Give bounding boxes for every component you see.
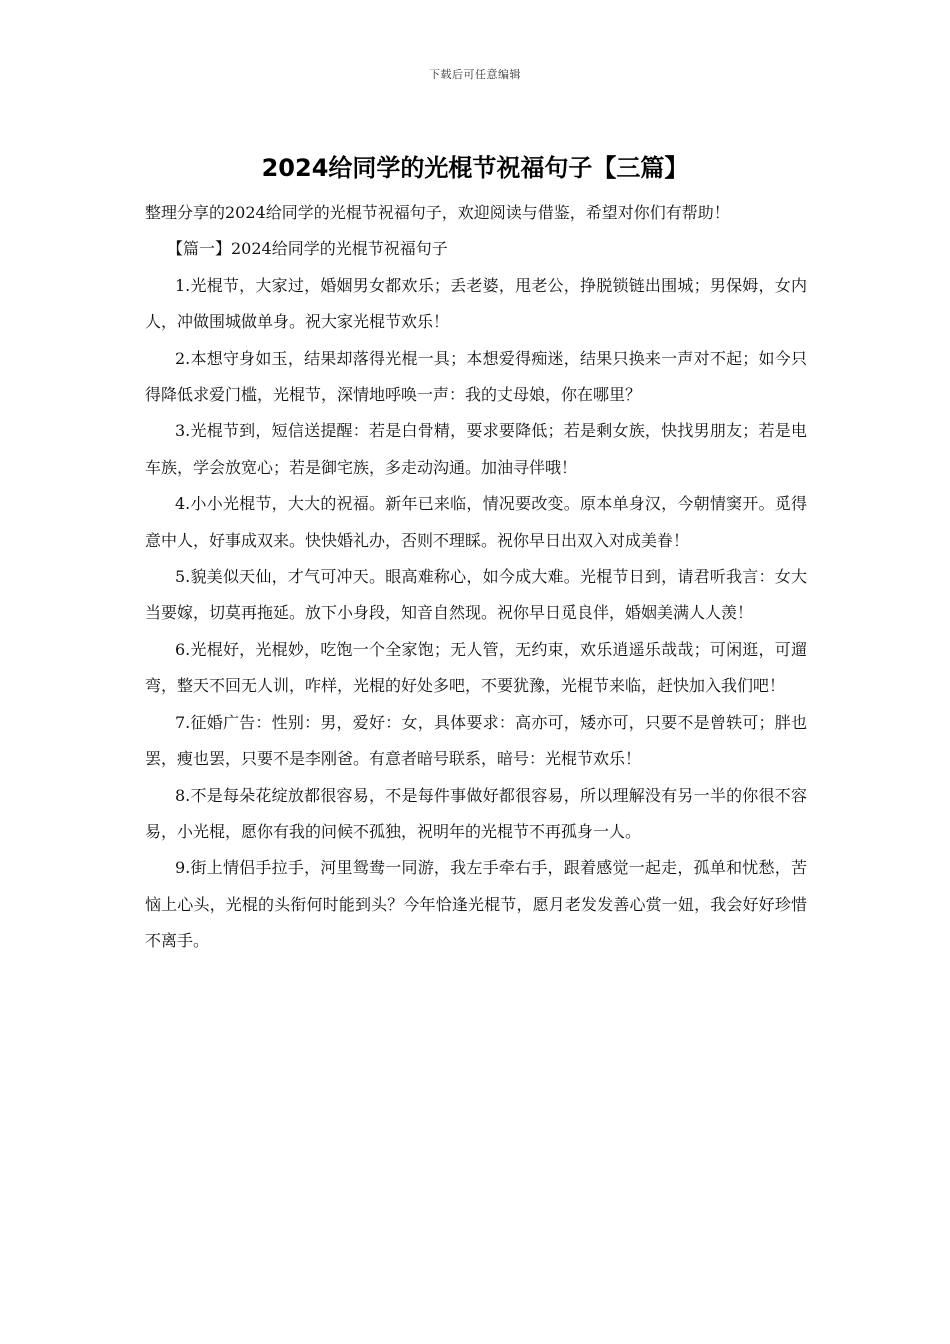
- header-note: 下载后可任意编辑: [429, 68, 521, 81]
- blessing-item: 9.街上情侣手拉手，河里鸳鸯一同游，我左手牵右手，跟着感觉一起走，孤单和忧愁，苦恼上心头，光棍的头衔何时能到头？今年恰逢光棍节，愿月老发发善心赏一妞，我会好好珍惜不离手。: [145, 858, 807, 951]
- blessing-item: 1.光棍节，大家过，婚姻男女都欢乐；丢老婆，甩老公，挣脱锁链出围城；男保姆，女内人，冲做围城做单身。祝大家光棍节欢乐！: [145, 275, 807, 332]
- blessing-item: 6.光棍好，光棍妙，吃饱一个全家饱；无人管，无约束，欢乐逍遥乐哉哉；可闲逛，可遛弯，整天不回无人训，咋样，光棍的好处多吧，不要犹豫，光棍节来临，赶快加入我们吧！: [145, 639, 807, 696]
- blessing-item: 8.不是每朵花绽放都很容易，不是每件事做好都很容易，所以理解没有另一半的你很不容易，小光棍，愿你有我的问候不孤独，祝明年的光棍节不再孤身一人。: [145, 785, 807, 841]
- section-heading: 【篇一】2024给同学的光棍节祝福句子: [167, 239, 448, 259]
- blessing-item: 7.征婚广告：性别：男，爱好：女，具体要求：高亦可，矮亦可，只要不是曾轶可；胖也罢，瘦也罢，只要不是李刚爸。有意者暗号联系，暗号：光棍节欢乐！: [145, 712, 807, 769]
- blessing-item: 4.小小光棍节，大大的祝福。新年已来临，情况要改变。原本单身汉，今朝情窦开。觅得意中人，好事成双来。快快婚礼办，否则不理睬。祝你早日出双入对成美眷！: [145, 494, 807, 550]
- blessing-item: 5.貌美似天仙，才气可冲天。眼高难称心，如今成大难。光棍节日到，请君听我言：女大当要嫁，切莫再拖延。放下小身段，知音自然现。祝你早日觅良伴，婚姻美满人人羡！: [145, 567, 807, 623]
- document-title: 2024给同学的光棍节祝福句子【三篇】: [261, 154, 689, 182]
- blessing-item: 2.本想守身如玉，结果却落得光棍一具；本想爱得痴迷，结果只换来一声对不起；如今只得降低求爱门槛，光棍节，深情地呼唤一声：我的丈母娘，你在哪里？: [145, 348, 807, 405]
- document-body: [145, 195, 807, 960]
- blessing-item: 3.光棍节到，短信送提醒：若是白骨精，要求要降低；若是剩女族，快找男朋友；若是电车族，学会放宽心；若是御宅族，多走动沟通。加油寻伴哦！: [145, 421, 807, 477]
- intro-paragraph: 整理分享的2024给同学的光棍节祝福句子，欢迎阅读与借鉴，希望对你们有帮助！: [145, 203, 730, 222]
